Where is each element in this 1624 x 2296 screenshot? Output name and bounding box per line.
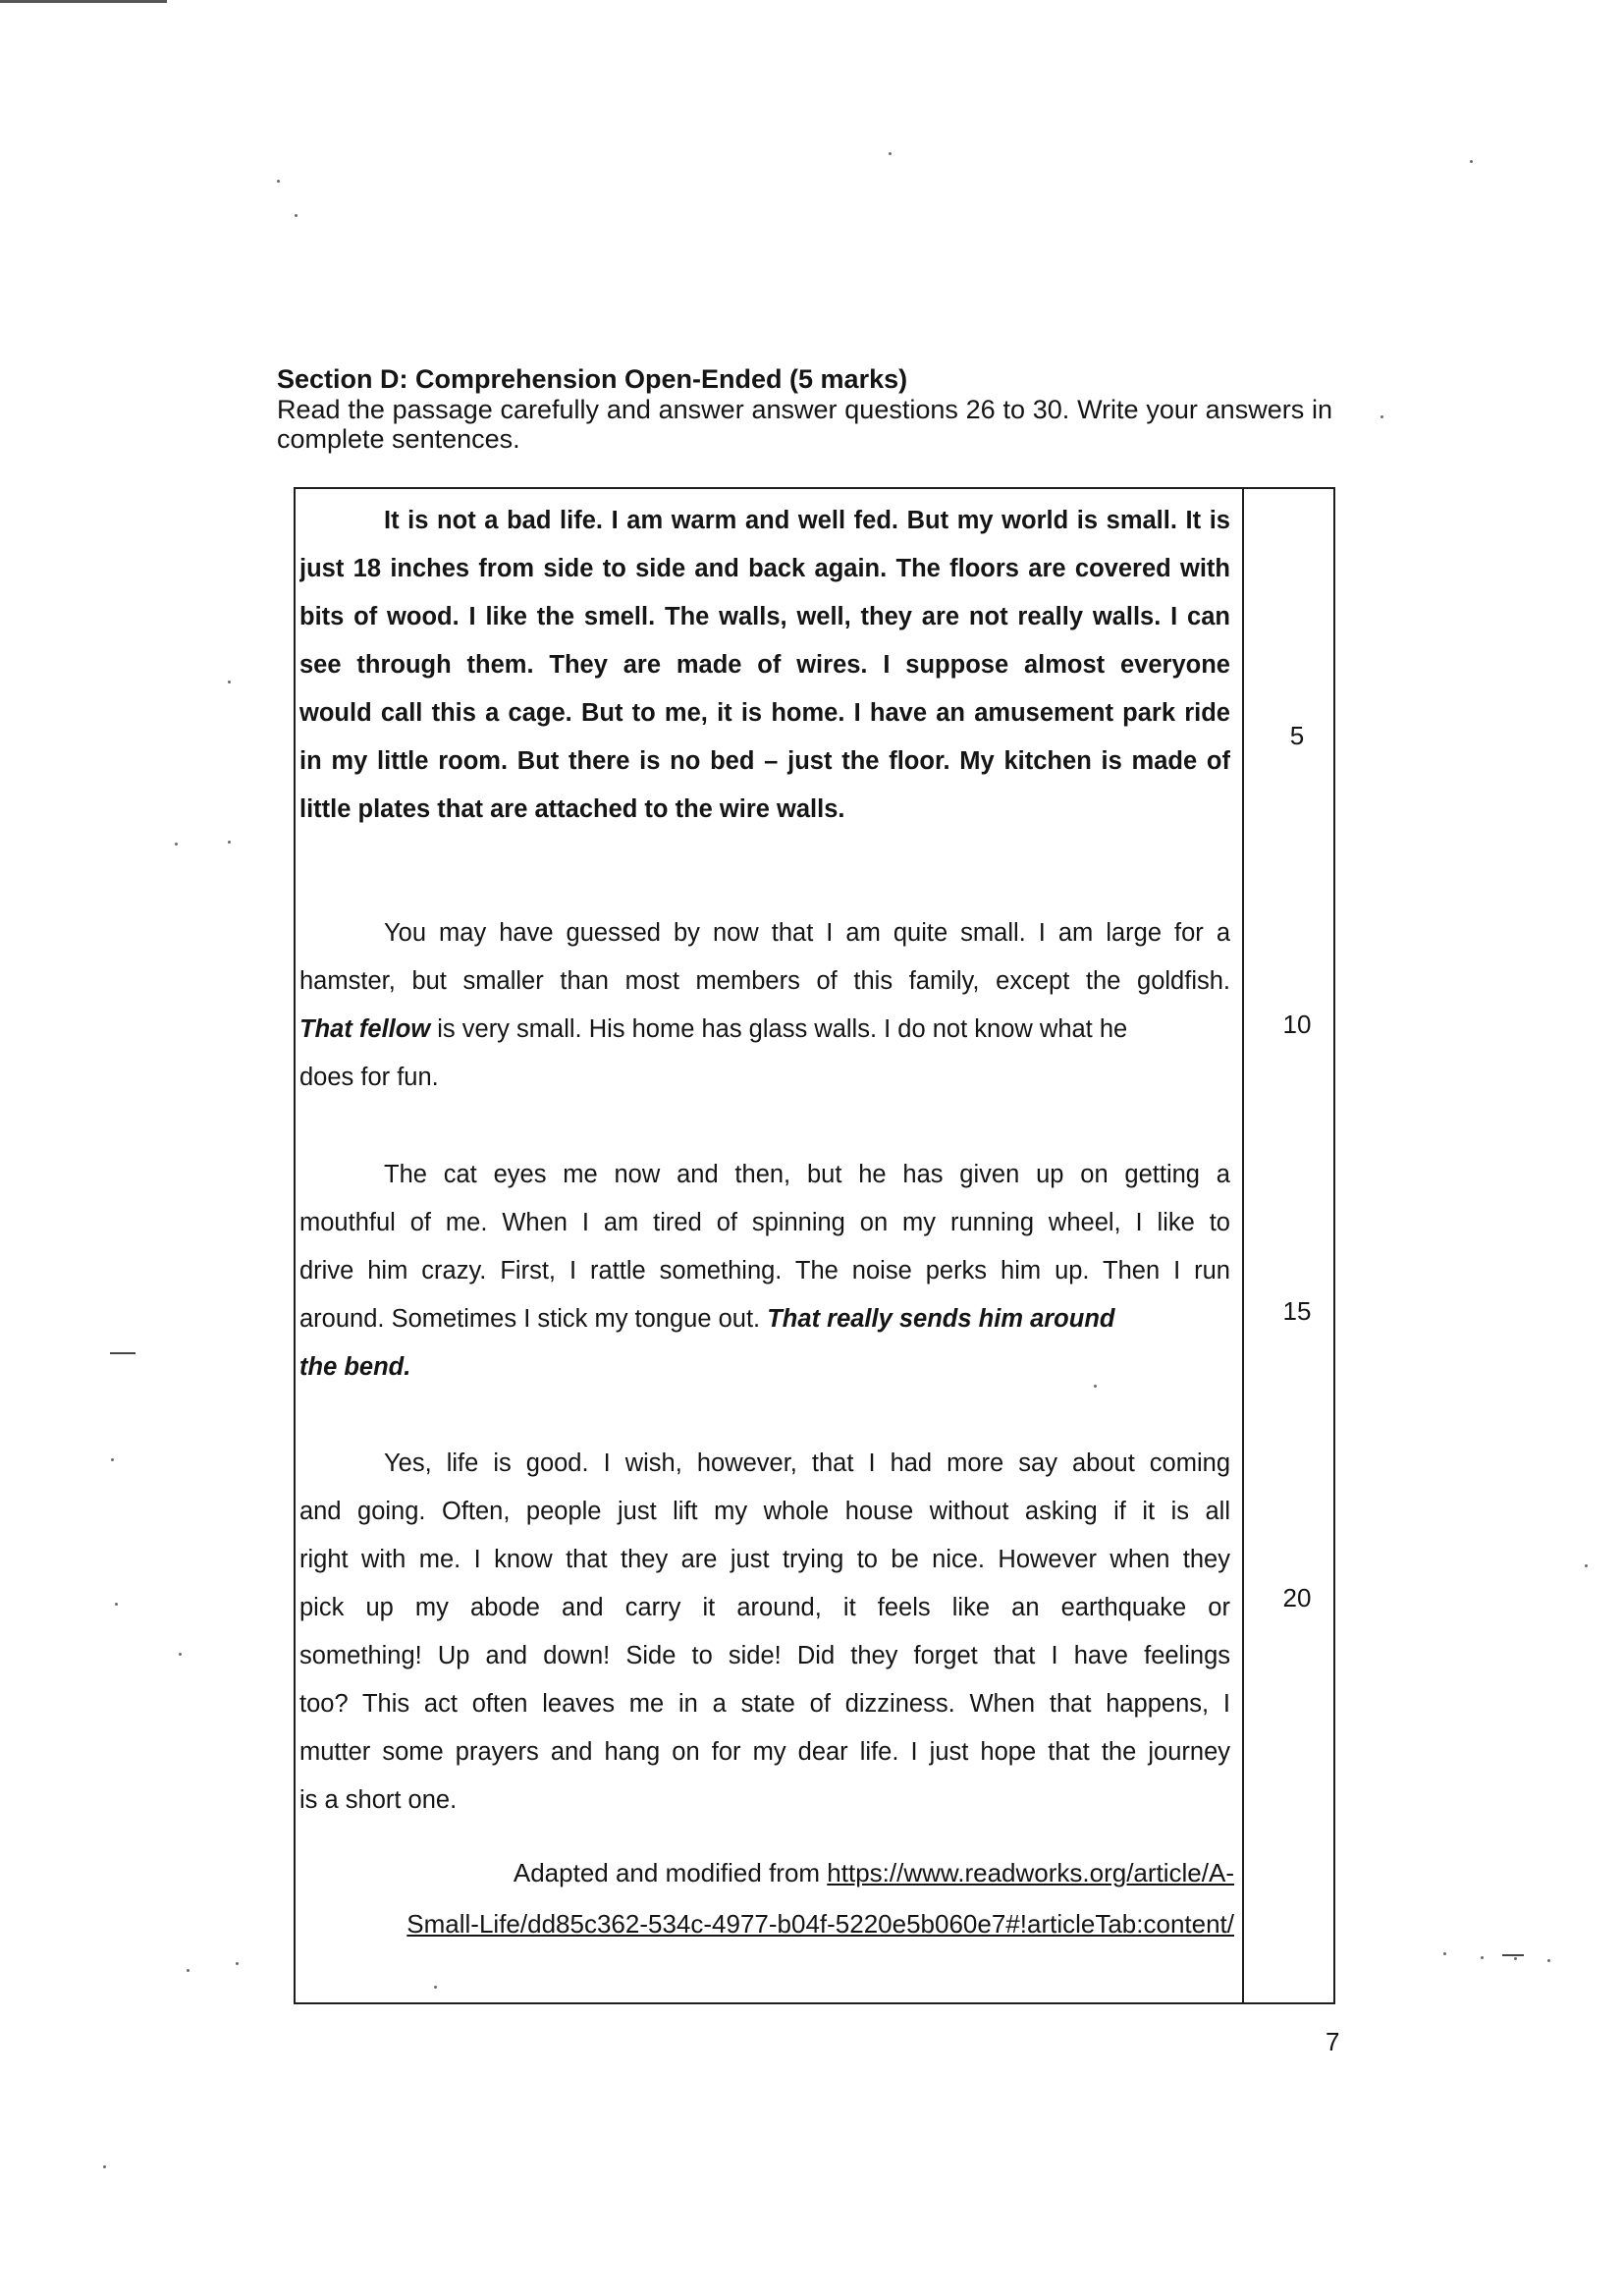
line-number-10: 10 <box>1282 1010 1312 1039</box>
scan-speck <box>179 1653 182 1656</box>
scan-speck <box>889 152 892 155</box>
passage-line <box>299 1006 1230 1054</box>
top-edge-rule <box>0 0 167 3</box>
scan-speck <box>228 681 231 683</box>
section-title: Section D: Comprehension Open-Ended (5 marks) <box>277 364 908 394</box>
line-number-15: 15 <box>1282 1296 1312 1326</box>
passage-line: see through them. They are made of wires. I suppose almost everyone <box>299 651 1230 679</box>
scan-speck <box>1470 160 1473 163</box>
source-line-1 <box>331 1847 1234 1898</box>
passage-line: right with me. I know that they are just trying to be nice. However when they <box>299 1546 1230 1573</box>
scan-speck <box>103 2165 106 2168</box>
scan-speck <box>236 1962 239 1965</box>
passage-box <box>294 487 1335 2004</box>
passage-line: bits of wood. I like the smell. The walls, well, they are not really walls. I can <box>299 603 1230 630</box>
paragraph-3 <box>299 1151 1230 1392</box>
paragraph-4 <box>299 1440 1230 1825</box>
passage-line: and going. Often, people just lift my whole house without asking if it is all <box>299 1498 1230 1525</box>
source-prefix: Adapted and modified from <box>513 1858 828 1887</box>
passage-line: little plates that are attached to the wire walls. <box>299 795 845 823</box>
passage-text: around. Sometimes I stick my tongue out. <box>299 1305 768 1333</box>
passage-line: It is not a bad life. I am warm and well fed. But my world is small. It is <box>384 507 1230 534</box>
passage-line <box>299 1295 1230 1343</box>
line-number-5: 5 <box>1289 721 1305 750</box>
scan-speck <box>228 841 231 844</box>
scan-dash <box>110 1352 135 1354</box>
passage-line: Yes, life is good. I wish, however, that I had more say about coming <box>384 1449 1230 1477</box>
emphasis-phrase: That fellow <box>299 1015 431 1043</box>
scan-dash <box>1502 1954 1524 1956</box>
line-number-20: 20 <box>1282 1583 1312 1613</box>
passage-line: The cat eyes me now and then, but he has given up on getting a <box>384 1161 1230 1188</box>
scan-speck <box>1514 1957 1517 1960</box>
passage-line: You may have guessed by now that I am quite small. I am large for a <box>384 919 1230 947</box>
passage-line: does for fun. <box>299 1064 439 1091</box>
scan-speck <box>187 1969 189 1972</box>
passage-line: would call this a cage. But to me, it is home. I have an amusement park ride <box>299 699 1230 727</box>
page-number: 7 <box>1326 2027 1340 2056</box>
scan-speck <box>1547 1959 1550 1962</box>
emphasis-phrase: the bend. <box>299 1353 411 1381</box>
scan-speck <box>1380 415 1383 418</box>
passage-line: is a short one. <box>299 1786 458 1814</box>
source-attribution <box>331 1847 1234 1949</box>
source-line-2 <box>331 1898 1234 1949</box>
passage-line: just 18 inches from side to side and back again. The floors are covered with <box>299 555 1230 582</box>
paragraph-1 <box>299 497 1230 834</box>
passage-line: too? This act often leaves me in a state of dizziness. When that happens, I <box>299 1690 1230 1718</box>
section-header <box>277 363 1337 454</box>
source-link-continued[interactable]: Small-Life/dd85c362-534c-4977-b04f-5220e5b060e7#!articleTab:content/ <box>406 1909 1234 1939</box>
scan-speck <box>1585 1564 1588 1567</box>
scan-speck <box>295 214 298 217</box>
passage-text: is very small. His home has glass walls. I do not know what he <box>430 1015 1128 1043</box>
instructions: Read the passage carefully and answer answer questions 26 to 30. Write your answers in complete sentences. <box>277 395 1332 454</box>
passage-line: mouthful of me. When I am tired of spinning on my running wheel, I like to <box>299 1209 1230 1236</box>
scan-speck <box>111 1458 114 1461</box>
paragraph-2 <box>299 909 1230 1102</box>
passage-line: hamster, but smaller than most members of this family, except the goldfish. <box>299 967 1230 995</box>
passage-line: pick up my abode and carry it around, it feels like an earthquake or <box>299 1594 1230 1621</box>
scan-speck <box>175 843 178 846</box>
scan-speck <box>1481 1956 1484 1959</box>
scan-speck <box>1443 1952 1446 1955</box>
passage-line: drive him crazy. First, I rattle something. The noise perks him up. Then I run <box>299 1257 1230 1285</box>
passage-line: in my little room. But there is no bed – just the floor. My kitchen is made of <box>299 747 1230 775</box>
scan-speck <box>277 180 280 183</box>
passage-line: something! Up and down! Side to side! Did they forget that I have feelings <box>299 1642 1230 1669</box>
emphasis-phrase: That really sends him around <box>767 1305 1115 1333</box>
passage-line: mutter some prayers and hang on for my dear life. I just hope that the journey <box>299 1738 1230 1766</box>
line-number-column-divider <box>1242 489 1244 2002</box>
scan-speck <box>115 1603 118 1606</box>
passage-line <box>299 1343 1230 1392</box>
source-link[interactable]: https://www.readworks.org/article/A- <box>827 1858 1234 1887</box>
